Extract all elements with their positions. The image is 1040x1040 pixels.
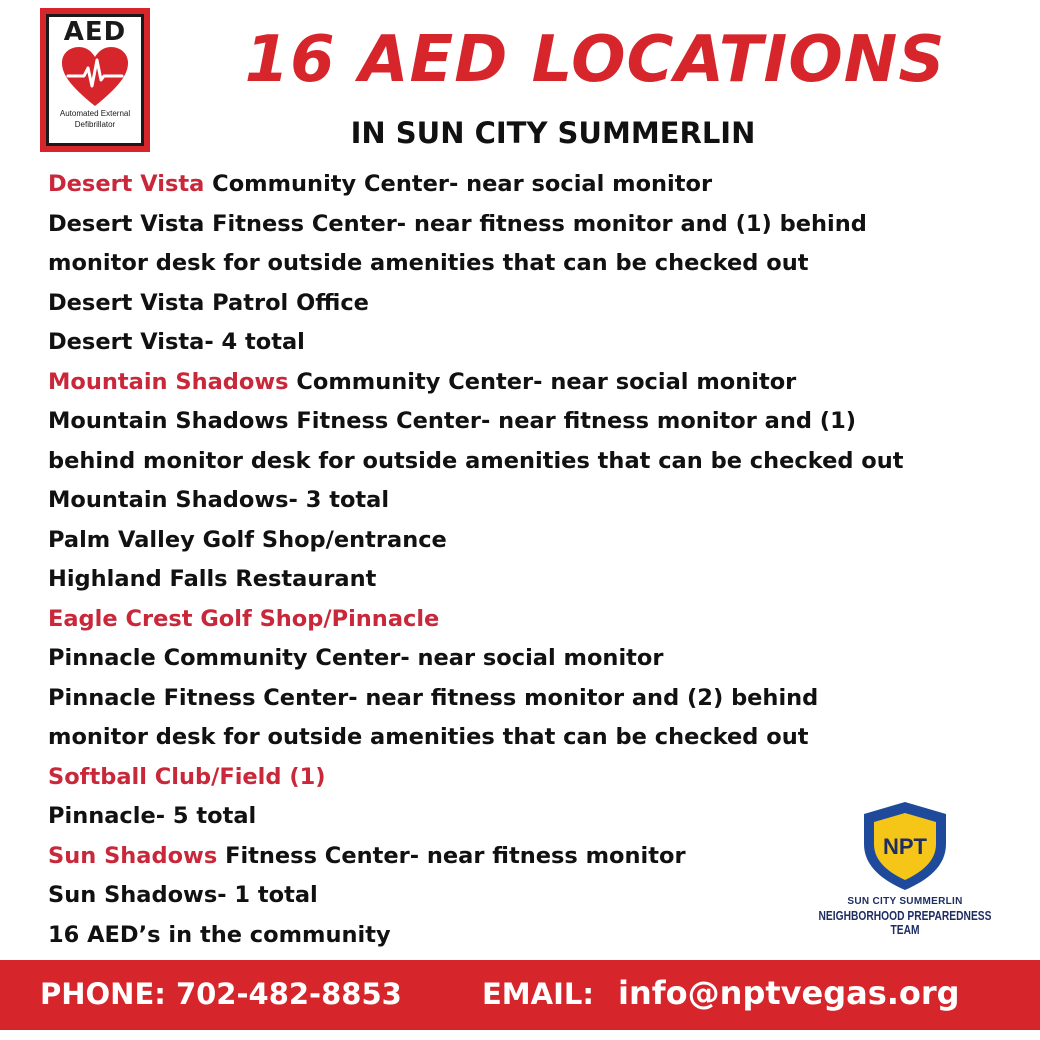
location-item xyxy=(48,639,1008,679)
location-item xyxy=(48,481,1008,521)
npt-badge-letters: NPT xyxy=(883,834,927,859)
email-label: EMAIL: xyxy=(482,977,594,1011)
location-item xyxy=(48,679,1008,719)
location-text: Desert Vista Patrol Office xyxy=(48,289,369,316)
location-text: Pinnacle- 5 total xyxy=(48,803,257,829)
location-item xyxy=(48,718,1008,758)
location-text: Pinnacle Community Center- near social monitor xyxy=(48,645,664,671)
location-highlight: Desert Vista xyxy=(48,171,205,197)
location-text: Sun Shadows- 1 total xyxy=(48,882,318,908)
location-text: behind monitor desk for outside amenities that can be checked out xyxy=(48,447,904,474)
location-item xyxy=(48,560,1008,600)
location-item xyxy=(48,244,1008,284)
location-text: Pinnacle Fitness Center- near fitness monitor and (2) behind xyxy=(48,684,819,711)
email-link[interactable]: info@nptvegas.org xyxy=(618,974,960,1012)
location-highlight: Softball Club/Field (1) xyxy=(48,763,326,790)
location-text: Community Center- near social monitor xyxy=(288,368,797,395)
location-item xyxy=(48,402,1008,442)
shield-icon xyxy=(860,800,950,892)
location-text: monitor desk for outside amenities that can be checked out xyxy=(48,724,809,750)
aed-logo-subtitle-2: Defibrillator xyxy=(74,120,116,129)
location-text: Mountain Shadows Fitness Center- near fitness monitor and (1) xyxy=(48,408,857,434)
npt-badge-line1: SUN CITY SUMMERLIN xyxy=(847,896,963,907)
location-item xyxy=(48,165,1008,205)
page-subtitle: IN SUN CITY SUMMERLIN xyxy=(350,116,756,150)
location-item xyxy=(48,758,1008,798)
npt-badge xyxy=(790,800,1020,937)
aed-logo-subtitle-1: Automated External xyxy=(59,109,131,118)
location-item xyxy=(48,284,1008,324)
location-text: Community Center- near social monitor xyxy=(204,171,713,197)
location-text: Desert Vista Fitness Center- near fitness monitor and (1) behind xyxy=(48,210,867,237)
location-text: Fitness Center- near fitness monitor xyxy=(217,842,686,869)
location-highlight: Eagle Crest Golf Shop/Pinnacle xyxy=(48,605,440,632)
location-item xyxy=(48,521,1008,561)
location-item xyxy=(48,363,1008,403)
location-item xyxy=(48,442,1008,482)
phone-number[interactable]: PHONE: 702-482-8853 xyxy=(40,977,402,1011)
aed-logo-title: AED xyxy=(63,17,127,47)
npt-badge-line2: NEIGHBORHOOD PREPAREDNESS TEAM xyxy=(818,909,992,937)
heart-ecg-icon xyxy=(60,46,130,108)
location-highlight: Mountain Shadows xyxy=(48,368,289,395)
location-text: Palm Valley Golf Shop/entrance xyxy=(48,526,447,553)
location-text: 16 AED’s in the community xyxy=(48,921,391,948)
location-item xyxy=(48,205,1008,245)
location-text: Highland Falls Restaurant xyxy=(48,566,377,592)
location-item xyxy=(48,323,1008,363)
location-highlight: Sun Shadows xyxy=(48,842,218,869)
location-text: Desert Vista- 4 total xyxy=(48,329,305,355)
page-title: 16 AED LOCATIONS xyxy=(244,23,946,97)
location-text: Mountain Shadows- 3 total xyxy=(48,487,390,513)
contact-footer xyxy=(0,960,1040,1030)
location-text: monitor desk for outside amenities that can be checked out xyxy=(48,250,809,276)
aed-logo xyxy=(40,8,150,152)
location-item xyxy=(48,600,1008,640)
